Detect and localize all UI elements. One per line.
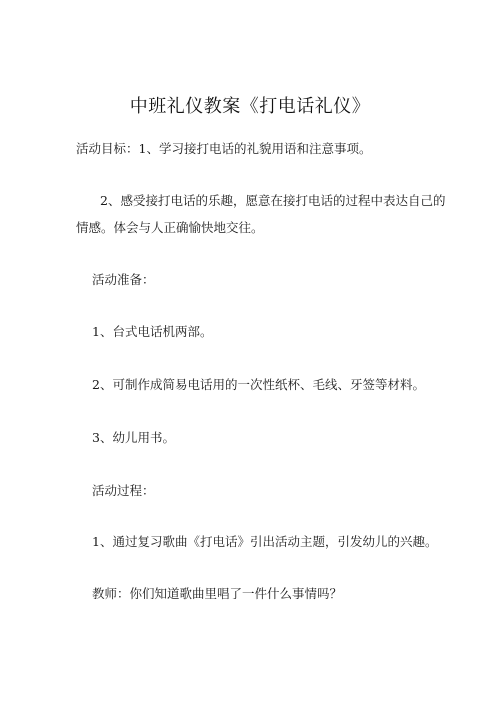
process-step-1: 1、通过复习歌曲《打电话》引出活动主题，引发幼儿的兴趣。 — [92, 534, 438, 549]
preparation-item-3: 3、幼儿用书。 — [92, 430, 175, 445]
teacher-question: 教师：你们知道歌曲里唱了一件什么事情吗？ — [92, 586, 343, 601]
activity-goal-line-2-continued: 情感。体会与人正确愉快地交往。 — [76, 220, 264, 235]
activity-goal-line-1: 活动目标：1、学习接打电话的礼貌用语和注意事项。 — [76, 141, 372, 156]
preparation-item-2: 2、可制作成简易电话用的一次性纸杯、毛线、牙签等材料。 — [92, 377, 425, 392]
document-title: 中班礼仪教案《打电话礼仪》 — [129, 96, 371, 117]
preparation-item-1: 1、台式电话机两部。 — [92, 324, 213, 339]
section-heading-process: 活动过程： — [92, 483, 155, 498]
section-heading-preparation: 活动准备： — [92, 272, 155, 287]
activity-goal-line-2: 2、感受接打电话的乐趣，愿意在接打电话的过程中表达自己的 — [100, 193, 446, 208]
